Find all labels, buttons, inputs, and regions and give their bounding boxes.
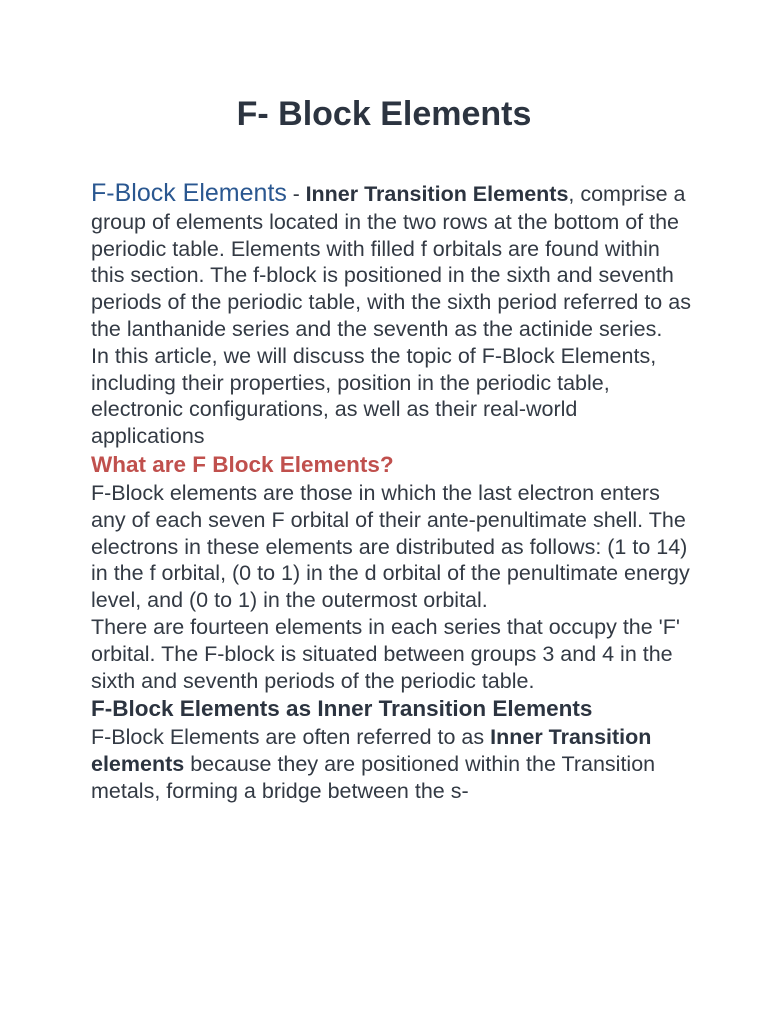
section-heading-what-are: What are F Block Elements? bbox=[91, 451, 394, 477]
section-2-paragraph bbox=[91, 724, 691, 804]
intro-paragraph-2: In this article, we will discuss the topic of F-Block Elements, including their properties, position in the periodic table, electronic configurations, as well as their real-world applications bbox=[91, 343, 657, 449]
section-1-paragraph-1: F-Block elements are those in which the last electron enters any of each seven F orbital of their ante-penultimate shell. The electrons in these elements are distributed as follows: (1 to 14) in the f orbital, (0 to 1) in the d orbital of the penultimate energy level, and (0 to 1) in the outermost orbital. bbox=[91, 480, 690, 613]
intro-text: , comprise a group of elements located in the two rows at the bottom of the periodic table. Elements with filled f orbitals are found within this section. The f-block is positioned in the sixth and seventh periods of the periodic table, with the sixth period referred to as the lanthanide series and the seventh as the actinide series. bbox=[91, 182, 691, 341]
section-2-text-start: F-Block Elements are often referred to as bbox=[91, 725, 491, 750]
intro-paragraph bbox=[91, 180, 691, 343]
section-heading-inner-transition: F-Block Elements as Inner Transition Elements bbox=[91, 696, 593, 722]
bold-term: Inner Transition Elements bbox=[305, 182, 569, 206]
document-body bbox=[91, 180, 691, 805]
lead-term: F-Block Elements bbox=[91, 179, 287, 207]
section-2-bold: Inner Transition elements bbox=[91, 725, 652, 777]
section-1-paragraph-2: There are fourteen elements in each series that occupy the 'F' orbital. The F-block is situated between groups 3 and 4 in the sixth and seventh periods of the periodic table. bbox=[91, 614, 681, 693]
lead-dash: - bbox=[286, 183, 306, 206]
document-title: F- Block Elements bbox=[236, 95, 532, 133]
section-2-text-end: because they are positioned within the Transition metals, forming a bridge between the s- bbox=[91, 752, 656, 803]
